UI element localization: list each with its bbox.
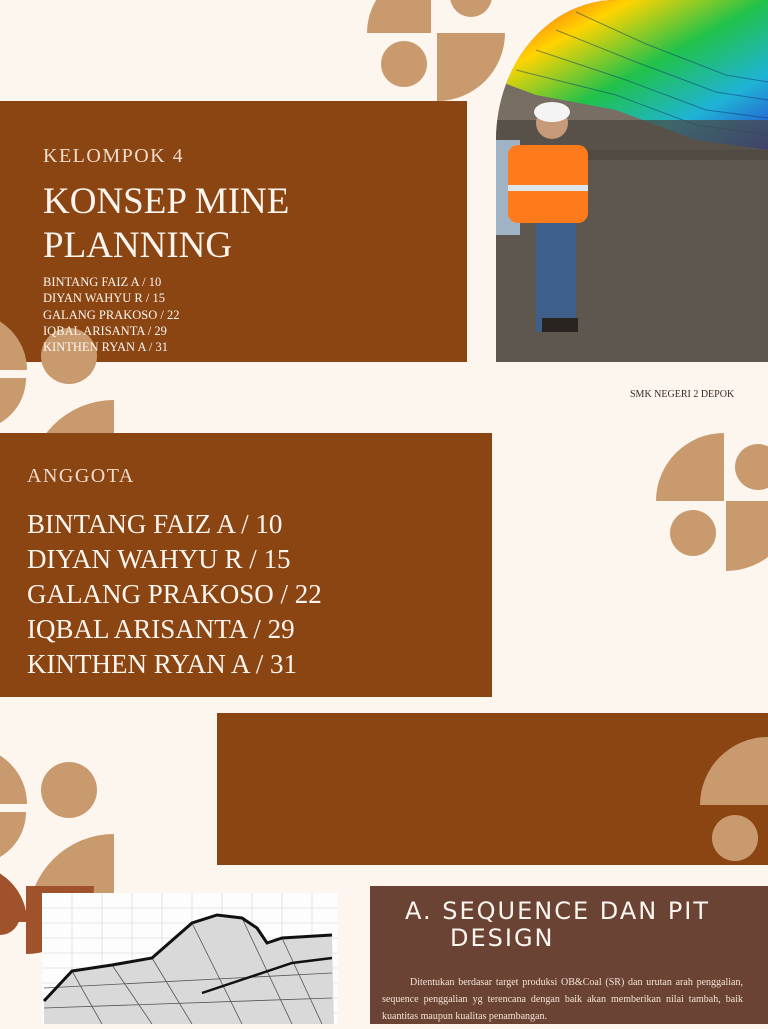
quarter-circle-decoration	[656, 433, 724, 501]
pit-design-diagram	[42, 893, 338, 1024]
circle-decoration	[381, 41, 427, 87]
member-item: IQBAL ARISANTA / 29	[27, 614, 295, 644]
section-body-text: Ditentukan berdasar target produksi OB&Coal (SR) dan urutan arah penggalian, sequence penggalian yg terencana dengan baik akan memberikan nilai tambah, baik kuantitas maupun kualitas penambangan.	[382, 977, 743, 1022]
member-item: BINTANG FAIZ A / 10	[43, 275, 162, 289]
mine-photo	[496, 0, 768, 362]
group-label: KELOMPOK 4	[43, 145, 185, 167]
member-item: GALANG PRAKOSO / 22	[27, 579, 322, 609]
quarter-circle-decoration	[0, 747, 27, 804]
section-title	[405, 898, 745, 952]
member-item: DIYAN WAHYU R / 15	[27, 544, 291, 574]
member-item: KINTHEN RYAN A / 31	[27, 649, 298, 679]
presentation-title: KONSEP MINE PLANNING	[43, 181, 290, 266]
member-item: BINTANG FAIZ A / 10	[27, 509, 283, 539]
circle-decoration	[735, 444, 768, 490]
content-card	[217, 713, 768, 865]
school-name: SMK NEGERI 2 DEPOK	[630, 389, 735, 400]
member-list	[43, 274, 179, 355]
circle-decoration	[450, 0, 492, 17]
member-item: IQBAL ARISANTA / 29	[43, 323, 167, 338]
members-heading: ANGGOTA	[27, 465, 135, 487]
section-title-line-2: DESIGN	[450, 924, 555, 952]
member-list-large	[27, 507, 322, 682]
quarter-circle-decoration	[0, 812, 26, 864]
quarter-circle-decoration	[367, 0, 431, 33]
slide-1	[0, 0, 768, 420]
circle-decoration	[41, 762, 97, 818]
circle-decoration	[712, 815, 758, 861]
section-title-line-1: A. SEQUENCE DAN PIT	[405, 897, 711, 925]
member-item: KINTHEN RYAN A / 31	[43, 340, 169, 355]
quarter-circle-decoration	[726, 501, 768, 571]
member-item: DIYAN WAHYU R / 15	[43, 291, 165, 306]
quarter-circle-decoration	[0, 378, 26, 430]
quarter-circle-decoration	[437, 33, 505, 101]
member-item: GALANG PRAKOSO / 22	[43, 307, 180, 322]
circle-decoration	[670, 510, 716, 556]
